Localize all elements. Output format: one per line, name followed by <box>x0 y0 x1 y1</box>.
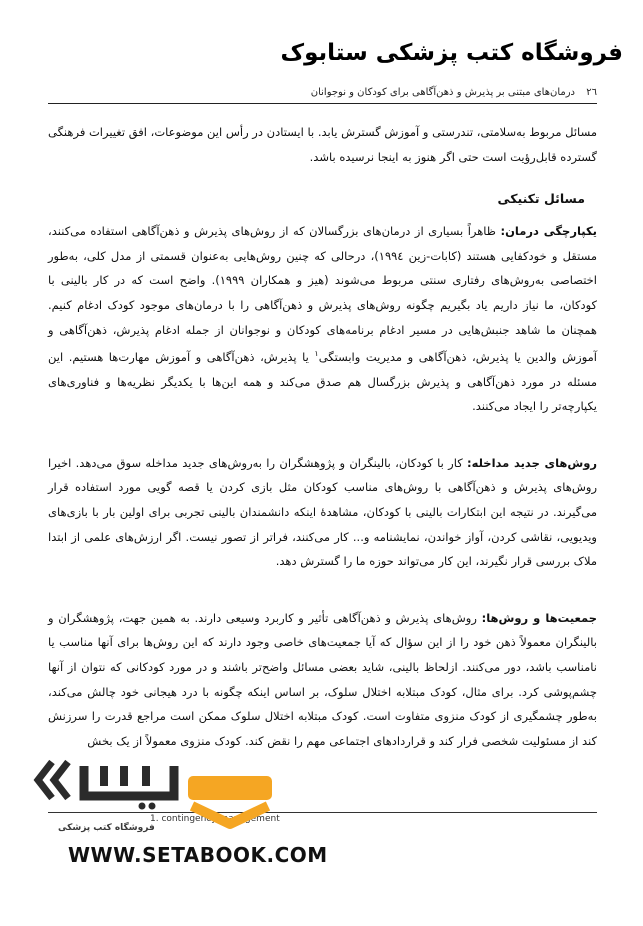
website-url: WWW.SETABOOK.COM <box>68 843 328 867</box>
paragraph-text: کار با کودکان، بالینگران و پژوهشگران را به‌روش‌های جدید مداخله سوق می‌دهد. اخیرا روش‌های پذیرش و ذهن‌آگاهی با روش‌های مناسب کودکان مثل بازی کردن یا قصه گویی مورد استفاده قرار می‌گیرند. در نتیجه این ابتکارات بالینی با کودکان، مشاهدهٔ اینکه دانشمندان بالینی تجربی برای اولین بار با بازی‌های ویدیویی، نقاشی کردن، آواز خواندن، نمایشنامه و... کار می‌کنند، فراتر از تصور نیست. اگر ارزش‌های علمی از ابتدا ملاک بررسی قرار نگیرند، این کار می‌تواند حوزه ما را گسترش دهد. <box>48 455 597 569</box>
cart-icon <box>184 772 276 834</box>
intro-paragraph: مسائل مربوط به‌سلامتی، تندرستی و آموزش گسترش یابد. با ایستادن در رأس این موضوعات، افق تغییرات فرهنگی گسترده قابل‌رؤیت است حتی اگر هنوز به اینجا نرسیده باشد. <box>48 125 597 164</box>
paragraph-integration <box>48 219 597 419</box>
paragraph-interventions <box>48 451 597 574</box>
paragraph-text-continued: یا پذیرش، ذهن‌آگاهی و آموزش مهارت‌ها هستیم. این مسئله در مورد ذهن‌آگاهی و پذیرش بزرگسال هم صدق می‌کند و همه این‌ها با یکدیگر نظریه‌ها و فناوری‌های یکپارچه‌تر را ایجاد می‌کنند. <box>48 349 597 414</box>
paragraph-lead: یکپارچگی درمان: <box>500 224 597 239</box>
paragraph-lead: جمعیت‌ها و روش‌ها: <box>481 610 597 625</box>
footnote-marker: ١ <box>314 349 319 359</box>
logo-caption: فروشگاه کتب پزشکی <box>58 823 155 833</box>
page-number: ٢٦ <box>586 87 597 98</box>
store-title: فروشگاه کتب پزشکی ستابوک <box>280 40 623 66</box>
paragraph-text: روش‌های پذیرش و ذهن‌آگاهی تأثیر و کاربرد وسیعی دارند. به همین جهت، پژوهشگران و بالینگران معمولاً ذهن خود را از این سؤال که آیا جمعیت‌های خاصی وجود دارند که این روش‌ها برای آنها مناسب یا نامناسب باشد، دور می‌کنند. ازلحاظ بالینی، شاید بعضی مسائل واضح‌تر باشند و در مورد کودکانی که نتوان از آنها چشم‌پوشی کرد. برای مثال، کودک مبتلابه اختلال سلوک، بر اساس اینکه چگونه با درد هیجانی خود چالش می‌کند، به‌طور چشمگیری از کودک منزوی متفاوت است. کودک مبتلابه اختلال سلوک ممکن است مراجع قدرت را سرزنش کند از مسئولیت شخصی فرار کند و قراردادهای اجتماعی مهم را نقض کند. کودک منزوی معمولاً از یک بخش <box>48 610 597 748</box>
paragraph-text: ظاهراً بسیاری از درمان‌های بزرگسالان که از روش‌های پذیرش و ذهن‌آگاهی استفاده می‌کنند، مستقل و خودکفایی هستند (کابات-زین ١٩٩٤)، درحالی که چنین روش‌هایی به‌عنوان قسمتی از مدل کلی، به‌طور اختصاصی به‌روش‌های رفتاری سنتی مربوط می‌شوند (هیز و همکاران ١٩٩٩). واضح است که در کار بالینی با کودکان، ما نیاز داریم یاد بگیریم چگونه روش‌های پذیرش و ذهن‌آگاهی را با درمان‌های موجود کودک ادغام کنیم. همچنان ما شاهد جنبش‌هایی در مسیر ادغام برنامه‌های کودکان و نوجوانان از جمله ادغام پذیرش، ذهن‌آگاهی و آموزش والدین یا پذیرش، ذهن‌آگاهی و مدیریت وابستگی <box>48 224 597 364</box>
page-body <box>48 120 597 753</box>
footnote: 1. contingency management <box>150 814 280 824</box>
paragraph-lead: روش‌های جدید مداخله: <box>467 455 597 470</box>
paragraph-gap <box>48 574 597 606</box>
header-rule <box>48 103 597 104</box>
running-header: درمان‌های مبتنی بر پذیرش و ذهن‌آگاهی برای کودکان و نوجوانان <box>310 87 575 98</box>
section-heading: مسائل تکنیکی <box>497 191 585 207</box>
paragraph-populations <box>48 606 597 754</box>
paragraph-gap <box>48 419 597 451</box>
cart-logo <box>184 772 276 834</box>
